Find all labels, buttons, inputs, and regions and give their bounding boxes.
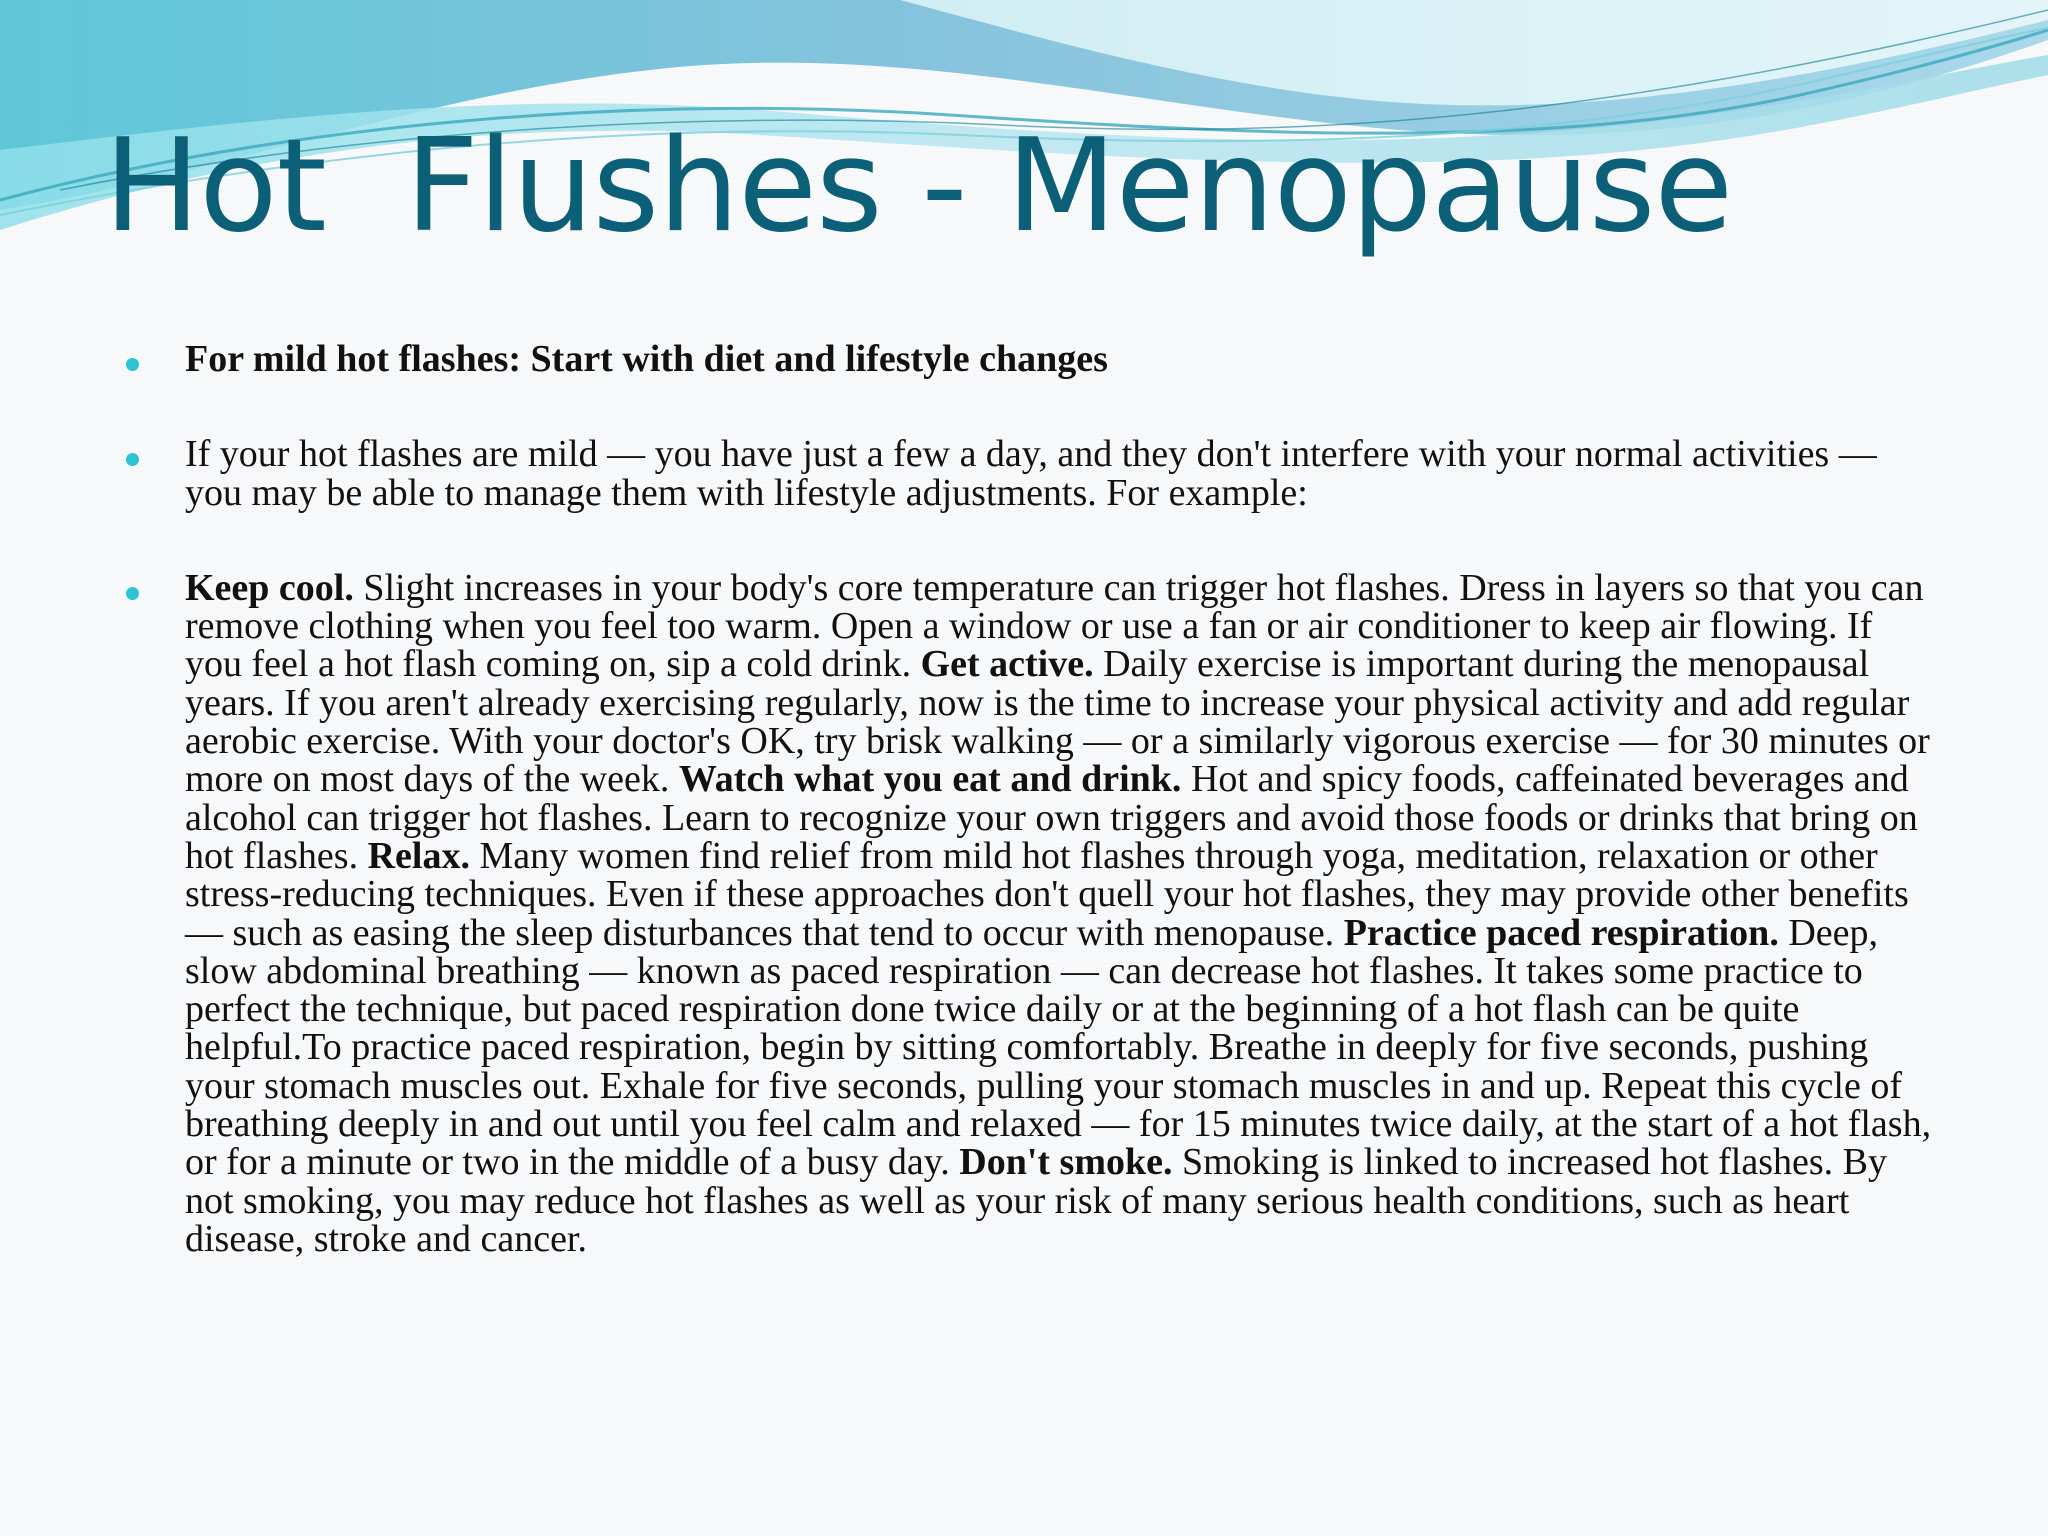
tip-get-active-text: Daily exercise is important during the menopausal years. If you aren't already exercising regularly, now is the time to increase your physical activity and add regular aerobic exercise. With your doctor's OK, try brisk walking — or a similarly vigorous exercise — for 30 minutes or more on most days of the week. <box>185 643 1930 801</box>
bullet-lifestyle-adjustments <box>0 435 1935 512</box>
bullet-dot-icon <box>126 587 139 600</box>
tip-paced-respiration-text: Deep, slow abdominal breathing — known as paced respiration — can decrease hot flashes. It takes some practice to perfect the technique, but paced respiration done twice daily or at the beginning of a hot flash can be quite helpful.To practice paced respiration, begin by sitting comfortably. Breathe in deeply for five seconds, pushing your stomach muscles out. Exhale for five seconds, pulling your stomach muscles in and up. Repeat this cycle of breathing deeply in and out until you feel calm and relaxed — for 15 minutes twice daily, at the start of a hot flash, or for a minute or two in the middle of a busy day. <box>185 911 1932 1184</box>
tip-paced-respiration-label: Practice paced respiration. <box>1343 911 1779 954</box>
tip-watch-label: Watch what you eat and drink. <box>678 758 1182 801</box>
tip-get-active-label: Get active. <box>920 643 1094 686</box>
tip-dont-smoke-text: Smoking is linked to increased hot flashes. By not smoking, you may reduce hot flashes as well as your risk of many serious health conditions, such as heart disease, stroke and cancer. <box>185 1141 1888 1260</box>
tip-keep-cool-label: Keep cool. <box>185 566 354 609</box>
bullet-text: If your hot flashes are mild — you have just a few a day, and they don't interfere with your normal activities — you may be able to manage them with lifestyle adjustments. For example: <box>185 433 1877 514</box>
bullet-heading: For mild hot flashes: Start with diet and lifestyle changes <box>185 338 1108 380</box>
bullet-dot-icon <box>126 358 139 371</box>
bullet-mild-hot-flashes <box>0 340 1935 378</box>
bullet-dot-icon <box>126 453 139 466</box>
tip-keep-cool-text: Slight increases in your body's core temperature can trigger hot flashes. Dress in layers so that you can remove clothing when you feel too warm. Open a window or use a fan or air conditioner to keep air flowing. If you feel a hot flash coming on, sip a cold drink. <box>185 566 1924 686</box>
tip-watch-text: Hot and spicy foods, caffeinated beverages and alcohol can trigger hot flashes. Learn to recognize your own triggers and avoid those foods or drinks that bring on hot flashes. <box>185 758 1918 877</box>
bullet-list <box>0 340 2048 1315</box>
bullet-tips <box>0 566 1935 1260</box>
tip-dont-smoke-label: Don't smoke. <box>959 1141 1173 1184</box>
tip-relax-label: Relax. <box>367 834 470 877</box>
slide-title: Hot Flushes - Menopause <box>104 112 1733 261</box>
tip-relax-text: Many women find relief from mild hot flashes through yoga, meditation, relaxation or other stress-reducing techniques. Even if these approaches don't quell your hot flashes, they may provide other benefits — such as easing the sleep disturbances that tend to occur with menopause. <box>185 834 1909 954</box>
